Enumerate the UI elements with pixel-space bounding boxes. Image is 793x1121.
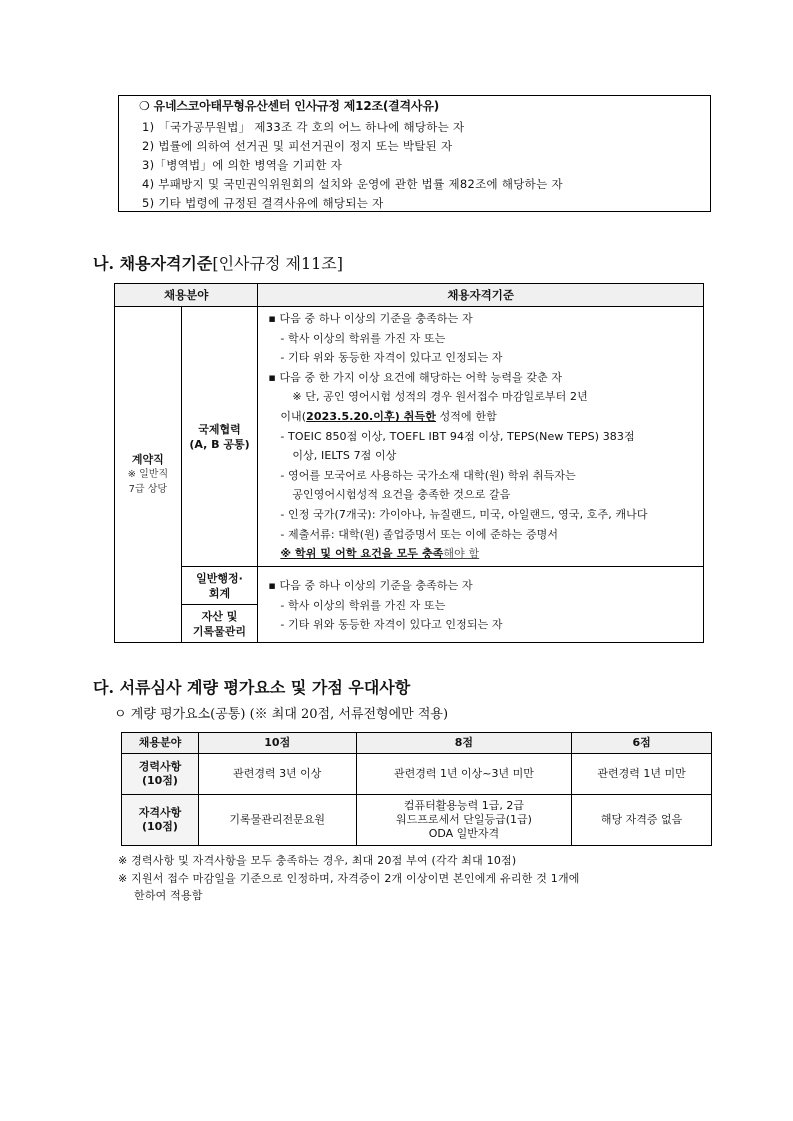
box-item: 5) 기타 법령에 규정된 결격사유에 해당되는 자 xyxy=(142,196,384,210)
table-row: 경력사항 (10점) 관련경력 3년 이상 관련경력 1년 이상~3년 미만 관련경력 1년 미만 xyxy=(122,754,712,795)
table-header: 10점 xyxy=(198,733,356,754)
disqualification-box xyxy=(118,95,711,212)
criteria-cell-general: ▪ 다음 중 하나 이상의 기준을 충족하는 자 - 학사 이상의 학위를 가진 자 또는 - 기타 위와 동등한 자격이 있다고 인정되는 자 xyxy=(258,567,704,643)
section-subheading: ㅇ 계량 평가요소(공통) (※ 최대 20점, 서류전형에만 적용) xyxy=(114,707,449,722)
table-header: 채용분야 xyxy=(122,733,199,754)
group-cell: 계약직 ※ 일반직 7급 상당 xyxy=(115,307,182,643)
table-row: 자격사항 (10점) 기록물관리전문요원 컴퓨터활용능력 1급, 2급 워드프로세서 단일등급(1급) ODA 일반자격 해당 자격증 없음 xyxy=(122,795,712,846)
field-cell-admin: 일반행정· 회계 xyxy=(181,567,258,605)
section-heading-da: 다. 서류심사 계량 평가요소 및 가점 우대사항 xyxy=(93,678,411,697)
box-item: 4) 부패방지 및 국민권익위원회의 설치와 운영에 관한 법률 제82조에 해당하는 자 xyxy=(142,177,563,191)
table-header: 6점 xyxy=(572,733,712,754)
section-heading-na: 나. 채용자격기준[인사규정 제11조] xyxy=(93,254,344,273)
box-item: 3)「병역법」에 의한 병역을 기피한 자 xyxy=(142,158,343,172)
footnote: ※ 지원서 접수 마감일을 기준으로 인정하며, 자격증이 2개 이상이면 본인에게 유리한 것 1개에 xyxy=(118,872,580,885)
qualification-table xyxy=(114,283,704,643)
box-item: 2) 법률에 의하여 선거권 및 피선거권이 정지 또는 박탈된 자 xyxy=(142,139,453,153)
box-title: ❍ 유네스코아태무형유산센터 인사규정 제12조(결격사유) xyxy=(139,99,439,113)
field-cell-intl: 국제협력 (A, B 공통) xyxy=(181,307,258,567)
field-cell-records: 자산 및 기록물관리 xyxy=(181,605,258,643)
circle-bullet-icon: ❍ xyxy=(139,99,150,113)
footnote: ※ 경력사항 및 자격사항을 모두 충족하는 경우, 최대 20점 부여 (각각 최대 10점) xyxy=(118,854,517,867)
footnote: 한하여 적용함 xyxy=(134,889,203,902)
box-item: 1) 「국가공무원법」 제33조 각 호의 어느 하나에 해당하는 자 xyxy=(142,120,465,134)
table-header: 채용분야 xyxy=(115,284,258,307)
criteria-cell-intl: ▪ 다음 중 하나 이상의 기준을 충족하는 자 - 학사 이상의 학위를 가진 자 또는 - 기타 위와 동등한 자격이 있다고 인정되는 자 ▪ 다음 중 한 가지 이상 요건에 해당하는 어학 능력을 갖춘 자 ※ 단, 공인 영어시험 성적의 경우 원서접수 마감일로부터 2년 이내(2023.5.20.이후) 취득한 성적에 한함 - TOEIC 850점 이상, TOEFL IBT 94점 이상, TEPS(New TEPS) 383점 이상, IELTS 7점 이상 - 영어를 모국어로 사용하는 국가소재 대학(원) 학위 취득자는 공인영어시험성적 요건을 충족한 것으로 갈음 - 인정 국가(7개국): 가이아나, 뉴질랜드, 미국, 아일랜드, 영국, 호주, 캐나다 - 제출서류: 대학(원) 졸업증명서 또는 이에 준하는 증명서 ※ 학위 및 어학 요건을 모두 충족해야 함 xyxy=(258,307,704,567)
scoring-table xyxy=(121,732,712,846)
table-header: 8점 xyxy=(356,733,572,754)
table-header: 채용자격기준 xyxy=(258,284,704,307)
